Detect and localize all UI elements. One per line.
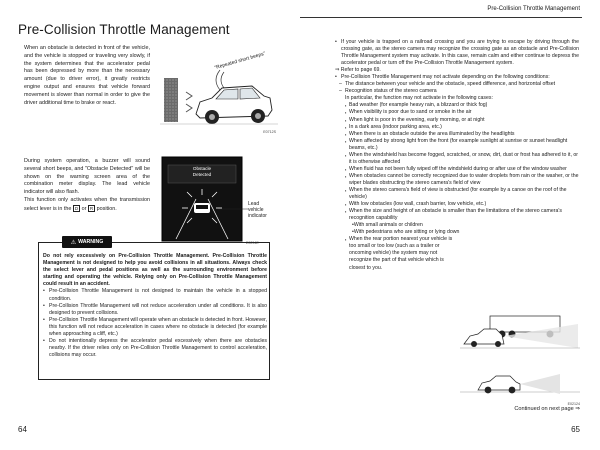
warning-item: • Pre-Collision Throttle Management will not reduce acceleration under all conditions. It is also designed to prevent collisions. — [43, 303, 267, 317]
page-number-right: 65 — [571, 425, 580, 434]
figure-beeps — [160, 52, 278, 134]
conditions-bullet: • Pre-Collision Throttle Management may not activate depending on the following conditions: — [335, 74, 579, 81]
warning-bold-text: Do not rely excessively on Pre-Collision Throttle Management. Pre-Collision Throttle Management is not designed to help you avoid collisions in all situations. Always check the select lever and pedal positions as well as the surrounding environment before starting and operating the vehicle. Relying only on Pre-Collision Throttle Management could result in an accident. — [43, 253, 267, 288]
warning-item: • Do not intentionally depress the accelerator pedal excessively when there are obstacles nearby. If the driver relies only on Pre-Collision Throttle Management to control acceleration, collisions may occur. — [43, 338, 267, 359]
shift-or: or — [81, 205, 87, 212]
figure-code: E0712S — [263, 130, 276, 134]
case-item: ▪ When affected by strong light from the front (for example sunlight at sunrise or sunset headlight beams, etc.) — [335, 138, 579, 152]
shift-text-part1: This function only activates when the transmission select lever is in the — [24, 196, 150, 212]
figure-meter — [160, 155, 278, 247]
warning-item: • Pre-Collision Throttle Management will operate when an obstacle is detected in front. However, this function will not reduce acceleration in cases where no obstacle is detected (for example when approaching a cliff, etc.) — [43, 317, 267, 338]
sub-case-text: With small animals or children — [353, 222, 423, 229]
warning-label-text: WARNING — [78, 239, 104, 245]
case-item: ▪ In a dark area (indoor parking area, etc.) — [335, 124, 579, 131]
warning-item: • Pre-Collision Throttle Management is not designed to maintain the vehicle in a stopped condition. — [43, 288, 267, 302]
sub-case-text: With pedestrians who are sitting or lying down — [353, 229, 460, 236]
case-item: ▪ When the windshield has become fogged, scratched, or snow, dirt, dust or frost has adhered to it, or it is otherwise affected — [335, 152, 579, 166]
warning-content — [43, 253, 267, 359]
continued-note: Continued on next page ⇒ — [514, 406, 580, 412]
display-line2: Detected — [192, 172, 212, 177]
case-item-rear-portion: ▪ When the rear portion nearest your vehicle is too small or too low (such as a trailer or oncoming vehicle) the system may not recognize the part of that vehicle which is closest to you. — [335, 236, 457, 271]
shift-text-part2: position. — [96, 205, 117, 212]
intro-paragraph: When an obstacle is detected in front of the vehicle, and the vehicle is stopped or traveling very slowly, if the system determines that the accelerator pedal has been depressed by more than the necessary amount (due to driver error), it greatly restricts engine output and ensures that vehicle forward movement is slower than normal in order to give the driver additional time to brake or react. — [24, 45, 150, 106]
warning-triangle-icon: ⚠ — [70, 239, 77, 246]
page-number-left: 64 — [18, 425, 27, 434]
lead-vehicle-icon — [194, 203, 210, 213]
running-header: Pre-Collision Throttle Management — [487, 6, 580, 12]
case-item: ▪ When light is poor in the evening, early morning, or at night — [335, 117, 579, 124]
case-item: ▪ When obstacles cannot be correctly recognized due to water droplets from rain or the washer, or the wiper blades obstructing the stereo camera's field of view — [335, 173, 579, 187]
callout-line1: Lead — [248, 201, 260, 207]
obstacle-detected-message — [168, 166, 236, 178]
case-item: ▪ When there is an obstacle outside the area illuminated by the headlights — [335, 131, 579, 138]
buzzer-paragraph — [24, 158, 150, 214]
case-item: ▪ With low obstacles (low wall, crash barrier, low vehicle, etc.) — [335, 201, 579, 208]
callout-line3: indicator — [248, 213, 267, 220]
condition-distance: – The distance between your vehicle and the obstacle, speed difference, and horizontal offset — [335, 81, 579, 88]
case-item: ▪ When fluid has not been fully wiped off the windshield during or after use of the window washer — [335, 166, 579, 173]
lead-vehicle-callout — [248, 201, 267, 220]
page-title: Pre-Collision Throttle Management — [18, 22, 230, 37]
case-item: ▪ Bad weather (for example heavy rain, a blizzard or thick fog) — [335, 102, 579, 109]
cases-intro: In particular, the function may not activate in the following cases: — [345, 95, 493, 102]
page-reference: ⇒ Refer to page 69. — [335, 67, 381, 74]
case-item: ▪ When the size and height of an obstacle is smaller than the limitations of the stereo camera's recognition capability — [335, 208, 579, 222]
case-item: ▪ When visibility is poor due to sand or smoke in the air — [335, 109, 579, 116]
header-rule — [300, 17, 582, 18]
condition-recognition: – Recognition status of the stereo camera — [335, 88, 579, 95]
figure-code: E0294E — [246, 241, 259, 245]
trailer-illustration — [460, 356, 580, 410]
car-icon — [478, 376, 520, 393]
right-column — [335, 27, 579, 272]
warning-label — [62, 236, 112, 248]
figure-trailer — [460, 356, 580, 410]
shift-text — [24, 197, 150, 214]
sub-case-item: •With small animals or children — [352, 222, 423, 229]
sub-case-item: •With pedestrians who are sitting or lying down — [352, 229, 460, 236]
railroad-bullet: • If your vehicle is trapped on a railroad crossing and you are trying to escape by driving through the crossing gate, as the stereo camera may recognize the crossing gate as an obstacle and Pre-Collision Throttle Management system may activate. In this case, remain calm and either continue to depress the accelerator pedal or turn off the Pre-Collision Throttle Management system. — [335, 39, 579, 67]
shift-position-r: R — [89, 205, 94, 211]
figure-code: E02124 — [567, 402, 580, 406]
beeps-callout: "Repeated short beeps" — [213, 50, 267, 72]
case-item: ▪ When the stereo camera's field of view is obstructed (for example by a canoe on the roof of the vehicle) — [335, 187, 579, 201]
car-illustration — [196, 86, 272, 124]
display-line1: Obstacle — [192, 166, 212, 171]
figure-trailer-top — [460, 302, 580, 354]
callout-line2: vehicle — [248, 207, 264, 214]
buzzer-text: During system operation, a buzzer will sound several short beeps, and "Obstacle Detected" will be shown on the warning screen area of the combination meter display. The lead vehicle indicator will also flash. — [24, 158, 150, 196]
shift-position-d: D — [74, 205, 79, 211]
